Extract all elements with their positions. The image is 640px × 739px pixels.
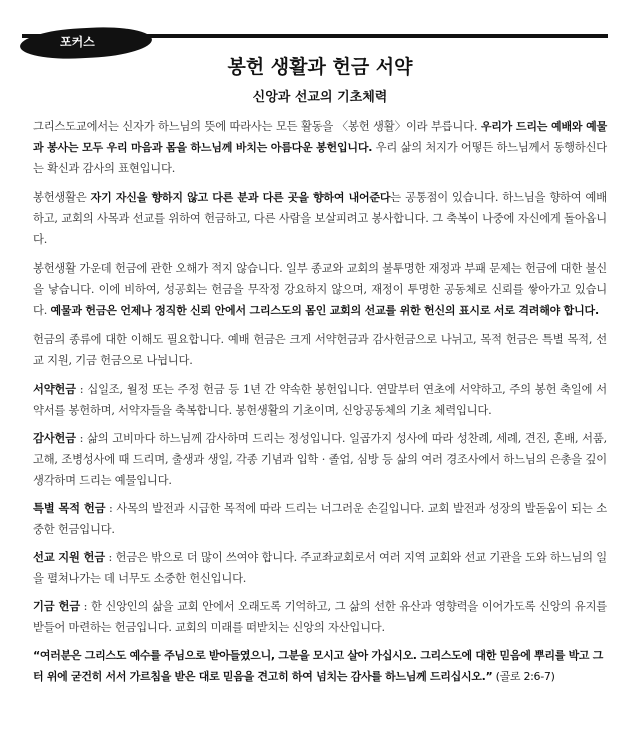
definition-fund bbox=[33, 596, 607, 638]
paragraph-intro bbox=[33, 116, 607, 179]
paragraph-text: 우리 삶의 처지가 어떻든 하느님께서 동행하신다는 확신과 감사의 표현입니다. bbox=[33, 141, 607, 175]
paragraph-emphasis: 예물과 헌금은 언제나 정직한 신뢰 안에서 그리스도의 몸인 교회의 선교를 위한 헌신의 표시로 서로 격려해야 합니다. bbox=[50, 304, 599, 317]
paragraph-misunderstanding bbox=[33, 258, 607, 321]
definition-thanksgiving bbox=[33, 428, 607, 491]
definition-text: : 사목의 발전과 시급한 목적에 따라 드리는 너그러운 손길입니다. 교회 발전과 성장의 발돋움이 되는 소중한 헌금입니다. bbox=[33, 502, 607, 536]
section-tag: 포커스 bbox=[60, 35, 95, 49]
definition-label: 서약헌금 bbox=[33, 383, 76, 396]
definition-pledge bbox=[33, 379, 607, 421]
paragraph-emphasis: 자기 자신을 향하지 않고 다른 분과 다른 곳을 향하여 내어준다 bbox=[90, 191, 391, 204]
paragraph-text: 는 공통점이 있습니다. 하느님을 향하여 예배하고, 교회의 사목과 선교를 위하여 헌금하고, 다른 사람을 보살피려고 봉사합니다. 그 축복이 나중에 자신에게 돌아옵니다. bbox=[33, 191, 607, 246]
paragraph-emphasis: 우리가 드리는 예배와 예물과 봉사는 모두 우리 마음과 몸을 하느님께 바치는 아름다운 봉헌입니다. bbox=[33, 120, 607, 154]
definition-label: 특별 목적 헌금 bbox=[33, 502, 106, 515]
scripture-quote bbox=[33, 645, 607, 687]
definition-text: : 삶의 고비마다 하느님께 감사하며 드리는 정성입니다. 일곱가지 성사에 따라 성찬례, 세례, 견진, 혼배, 서품, 고해, 조병성사에 때 드리며, 출생과 생일, 각종 기념과 입학 · 졸업, 심방 등 삶의 여러 경조사에서 하느님의 은총을 깊이 생각하며 드리는 예물입니다. bbox=[33, 432, 607, 487]
article-body bbox=[33, 116, 607, 698]
paragraph-text: 봉헌생활 가운데 헌금에 관한 오해가 적지 않습니다. 일부 종교와 교회의 불투명한 재정과 부패 문제는 헌금에 대한 불신을 낳습니다. 이에 비하여, 성공회는 헌금을 무작정 강요하지 않으며, 재정이 투명한 공동체로 신뢰를 쌓아가고 있습니다. bbox=[33, 262, 607, 317]
definition-label: 선교 지원 헌금 bbox=[33, 551, 105, 564]
definition-text: : 헌금은 밖으로 더 많이 쓰여야 합니다. 주교좌교회로서 여러 지역 교회와 선교 기관을 도와 하느님의 일을 펼쳐나가는 데 너무도 소중한 헌신입니다. bbox=[33, 551, 608, 585]
definition-text: : 한 신앙인의 삶을 교회 안에서 오래도록 기억하고, 그 삶의 선한 유산과 영향력을 이어가도록 신앙의 유지를 받들어 마련하는 헌금입니다. 교회의 미래를 떠받치는 신앙의 자산입니다. bbox=[33, 600, 607, 634]
quote-reference: (골로 2:6-7) bbox=[492, 670, 555, 683]
definition-label: 감사헌금 bbox=[33, 432, 76, 445]
definition-text: : 십일조, 월정 또는 주정 헌금 등 1년 간 약속한 봉헌입니다. 연말부터 연초에 서약하고, 주의 봉헌 축일에 서약서를 봉헌하며, 서약자들을 축복합니다. 봉헌생활의 기초이며, 신앙공동체의 기초 체력입니다. bbox=[33, 383, 607, 417]
paragraph-offering-life bbox=[33, 187, 607, 250]
quote-text: “여러분은 그리스도 예수를 주님으로 받아들였으니, 그분을 모시고 살아 가십시오. 그리스도에 대한 믿음에 뿌리를 박고 그 터 위에 굳건히 서서 가르침을 받은 대로 믿음을 견고히 하여 넘치는 감사를 하느님께 드리십시오.” bbox=[33, 649, 604, 683]
paragraph-text: 그리스도교에서는 신자가 하느님의 뜻에 따라사는 모든 활동을 〈봉헌 생활〉이라 부릅니다. bbox=[33, 120, 481, 133]
paragraph-text: 봉헌생활은 bbox=[33, 191, 91, 204]
paragraph-types: 헌금의 종류에 대한 이해도 필요합니다. 예배 헌금은 크게 서약헌금과 감사헌금으로 나뉘고, 목적 헌금은 특별 목적, 선교 지원, 기금 헌금으로 나뉩니다. bbox=[33, 333, 607, 367]
definition-mission-support bbox=[33, 547, 607, 589]
definition-special-purpose bbox=[33, 498, 607, 540]
page-title: 봉헌 생활과 헌금 서약 bbox=[227, 56, 413, 78]
definition-label: 기금 헌금 bbox=[33, 600, 80, 613]
page-subtitle: 신앙과 선교의 기초체력 bbox=[252, 90, 388, 105]
